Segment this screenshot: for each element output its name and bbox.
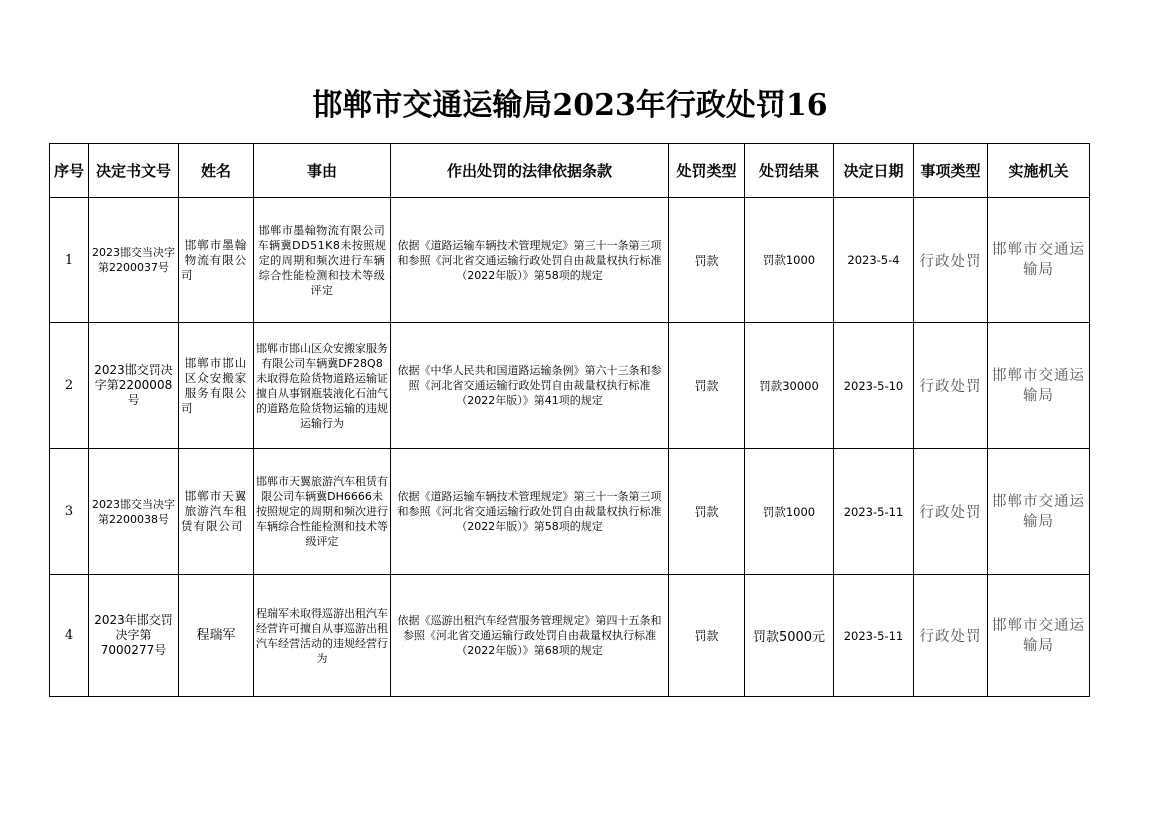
header-name: 姓名 — [179, 144, 254, 198]
row-agency: 邯郸市交通运输局 — [988, 198, 1090, 323]
header-decision-date: 决定日期 — [834, 144, 914, 198]
row-legal-basis: 依据《道路运输车辆技术管理规定》第三十一条第三项和参照《河北省交通运输行政处罚自由裁量权执行标准（2022年版）》第58项的规定 — [391, 449, 669, 575]
row-reason: 程瑞军未取得巡游出租汽车经营许可擅自从事巡游出租汽车经营活动的违规经营行为 — [254, 575, 391, 697]
row-agency: 邯郸市交通运输局 — [988, 575, 1090, 697]
row-penalty-type: 罚款 — [669, 323, 745, 449]
table-row — [50, 575, 1090, 697]
row-index: 3 — [50, 449, 89, 575]
row-name: 邯郸市墨翰物流有限公司 — [179, 198, 254, 323]
penalty-table — [49, 143, 1090, 697]
row-penalty-type: 罚款 — [669, 198, 745, 323]
table-row — [50, 198, 1090, 323]
header-item-type: 事项类型 — [914, 144, 988, 198]
row-decision-date: 2023-5-4 — [834, 198, 914, 323]
row-item-type: 行政处罚 — [914, 198, 988, 323]
header-row — [50, 144, 1090, 198]
row-item-type: 行政处罚 — [914, 575, 988, 697]
header-reason: 事由 — [254, 144, 391, 198]
header-penalty-result: 处罚结果 — [745, 144, 834, 198]
row-legal-basis: 依据《道路运输车辆技术管理规定》第三十一条第三项和参照《河北省交通运输行政处罚自由裁量权执行标准（2022年版）》第58项的规定 — [391, 198, 669, 323]
row-penalty-result: 罚款1000 — [745, 449, 834, 575]
row-index: 4 — [50, 575, 89, 697]
row-decision-date: 2023-5-10 — [834, 323, 914, 449]
row-item-type: 行政处罚 — [914, 323, 988, 449]
row-reason: 邯郸市邯山区众安搬家服务有限公司车辆冀DF28Q8未取得危险货物道路运输证擅自从事钢瓶装液化石油气的道路危险货物运输的违规运输行为 — [254, 323, 391, 449]
row-doc-no: 2023邯交当决字第2200038号 — [89, 449, 179, 575]
header-index: 序号 — [50, 144, 89, 198]
row-name: 邯郸市邯山区众安搬家服务有限公司 — [179, 323, 254, 449]
row-doc-no: 2023邯交罚决字第2200008号 — [89, 323, 179, 449]
row-item-type: 行政处罚 — [914, 449, 988, 575]
header-legal-basis: 作出处罚的法律依据条款 — [391, 144, 669, 198]
row-legal-basis: 依据《中华人民共和国道路运输条例》第六十三条和参照《河北省交通运输行政处罚自由裁量权执行标准（2022年版）》第41项的规定 — [391, 323, 669, 449]
row-agency: 邯郸市交通运输局 — [988, 449, 1090, 575]
row-penalty-type: 罚款 — [669, 575, 745, 697]
row-reason: 邯郸市天翼旅游汽车租赁有限公司车辆冀DH6666未按照规定的周期和频次进行车辆综合性能检测和技术等级评定 — [254, 449, 391, 575]
row-reason: 邯郸市墨翰物流有限公司车辆冀DD51K8未按照规定的周期和频次进行车辆综合性能检测和技术等级评定 — [254, 198, 391, 323]
row-penalty-result: 罚款5000元 — [745, 575, 834, 697]
row-decision-date: 2023-5-11 — [834, 449, 914, 575]
row-doc-no: 2023邯交当决字第2200037号 — [89, 198, 179, 323]
row-index: 1 — [50, 198, 89, 323]
header-doc-no: 决定书文号 — [89, 144, 179, 198]
header-penalty-type: 处罚类型 — [669, 144, 745, 198]
row-penalty-result: 罚款1000 — [745, 198, 834, 323]
table-row — [50, 323, 1090, 449]
row-doc-no: 2023年邯交罚决字第7000277号 — [89, 575, 179, 697]
row-penalty-result: 罚款30000 — [745, 323, 834, 449]
row-agency: 邯郸市交通运输局 — [988, 323, 1090, 449]
row-legal-basis: 依据《巡游出租汽车经营服务管理规定》第四十五条和参照《河北省交通运输行政处罚自由裁量权执行标准（2022年版）》第68项的规定 — [391, 575, 669, 697]
row-decision-date: 2023-5-11 — [834, 575, 914, 697]
page-title: 邯郸市交通运输局2023年行政处罚16 — [312, 88, 828, 123]
row-penalty-type: 罚款 — [669, 449, 745, 575]
header-agency: 实施机关 — [988, 144, 1090, 198]
row-name: 程瑞军 — [179, 575, 254, 697]
table-row — [50, 449, 1090, 575]
row-index: 2 — [50, 323, 89, 449]
row-name: 邯郸市天翼旅游汽车租赁有限公司 — [179, 449, 254, 575]
